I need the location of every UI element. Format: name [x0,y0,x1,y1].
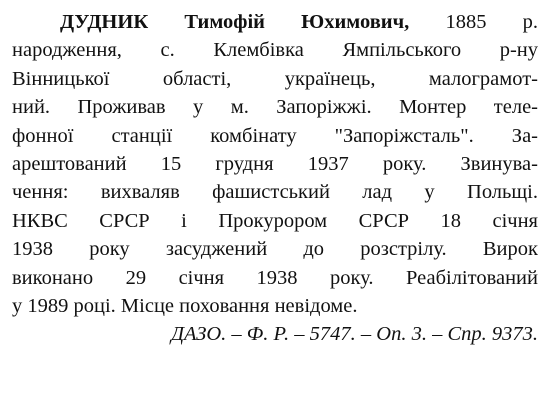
entry-line-11: у 1989 році. Місце поховання невідоме. [12,295,358,318]
entry-line-9: 1938 року засуджений до розстрілу. Вирок [12,238,538,261]
entry-line-2: народження, с. Клембівка Ямпільського р-ну [12,39,538,62]
entry-line-1 [12,8,538,36]
entry-line-5: фонної станції комбінату "Запоріжсталь". За- [12,124,538,147]
entry-line-3: Вінницької області, українець, малограмот- [12,67,538,90]
entry-line-4: ний. Проживав у м. Запоріжжі. Монтер теле- [12,96,538,119]
birth-year-text: 1885 р. [409,11,538,33]
entry-line-7: чення: вихваляв фашистський лад у Польщі. [12,181,538,204]
entry-line-8: НКВС СРСР і Прокурором СРСР 18 січня [12,209,538,232]
person-name: ДУДНИК Тимофій Юхимович, [60,11,410,33]
entry-line-6: арештований 15 грудня 1937 року. Звинува- [12,153,538,176]
archive-source-reference: ДАЗО. – Ф. Р. – 5747. – Оп. 3. – Спр. 9373. [170,323,538,346]
entry-line-10: виконано 29 січня 1938 року. Реабілітований [12,266,538,289]
biography-entry [12,8,538,349]
